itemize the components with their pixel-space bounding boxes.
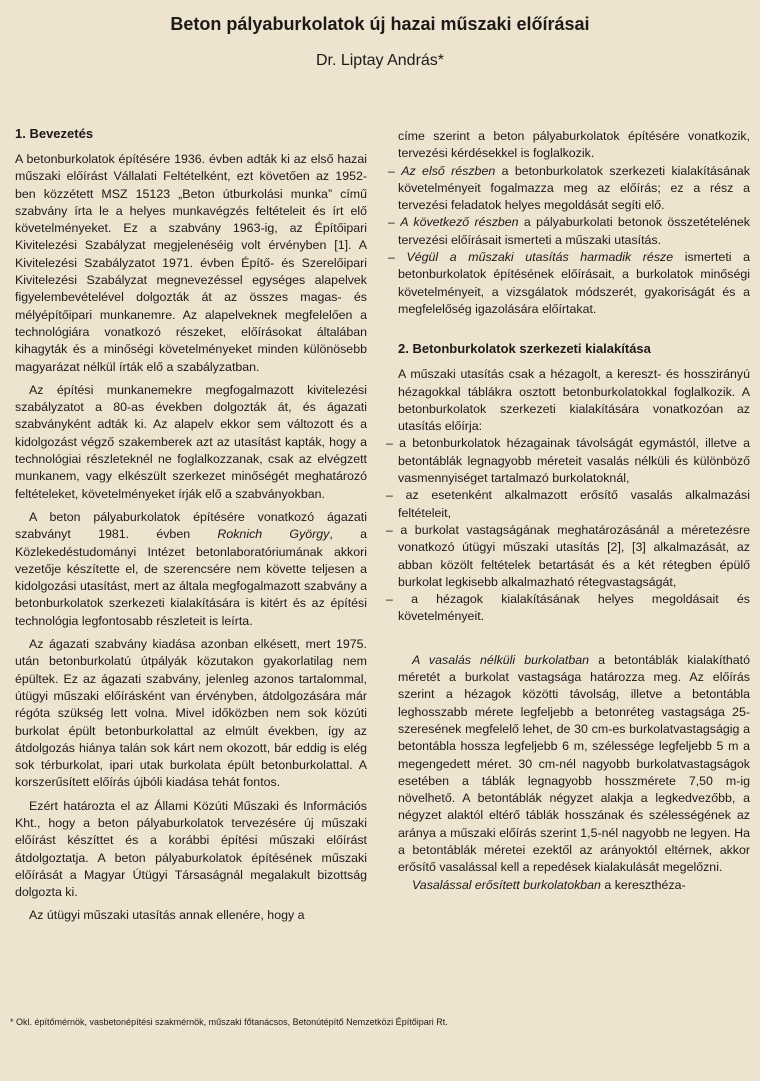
list-item: – A következő részben a pályaburkolati betonok összetételének tervezési előírásait ismerteti a műszaki utasítás. xyxy=(388,215,750,247)
paragraph: A beton pályaburkolatok építésére vonatkozó ágazati szabványt 1981. évben Roknich György, a Közlekedéstudományi Intézet betonlaboratóriumának akkori vezetője készítette el, de szerencsére nem követte teljesen a kidolgozási utasítást, mert az általa megfogalmazott szabvány a betonburkolatok szerkezeti kialakítására is kitért és az építési technológia legfontosabb részleteit is leírta. xyxy=(15,509,367,628)
list-item: – az esetenként alkalmazott erősítő vasalás alkalmazási feltételeit, xyxy=(386,488,750,520)
paragraph: Az ágazati szabvány kiadása azonban elkésett, mert 1975. után betonburkolatú útpályák közutakon gyakorlatilag nem épültek. Ez az ágazati szabvány, jelenleg azonos tartalommal, útügyi műszaki előírásként van érvényben, átdolgozására már régóta szükség lett volna. Mivel időközben nem sok közúti burkolat épült betonburkolattal az elmúlt években, így az átdolgozás hiánya talán sok kárt nem okozott, bár eddig is elég sok térburkolat, ipari utak burkolata épült betonburkolattal. A korszerűsített előírás újbóli kiadása tehát fontos. xyxy=(15,637,367,790)
paragraph: Vasalással erősített burkolatokban a kereszthéza- xyxy=(412,877,686,892)
list-item: – Az első részben a betonburkolatok szerkezeti kialakításának követelményeit fogalmazza meg az előírás; ez a rész a tervezési feladatok helyes megoldását segíti elő. xyxy=(388,163,750,213)
paragraph: A műszaki utasítás csak a hézagolt, a kereszt- és hosszirányú hézagokkal táblákra osztott betonburkolatokkal foglalkozik. A betonburkolatok szerkezeti kialakítására vonatkozóan az utasítás előírja: xyxy=(398,367,750,434)
list-item: – a hézagok kialakításának helyes megoldásait és követelményeit. xyxy=(386,592,750,624)
person-name: Roknich György xyxy=(217,527,330,542)
paragraph: A betonburkolatok építésére 1936. évben adták ki az első hazai műszaki előírást Vállalati Feltételként, ezt követően az 1952-ben közzétett MSZ 15123 „Beton útburkolási munka” című szabvány írta le a helyes munkavégzés feltételeit és írt elő követelményeket. Ez a szabvány 1963-ig, az Építőipari Kivitelezési Szabályzat megjelenéséig volt érvényben [1]. A Kivitelezési Szabályzatot 1971. évben Építő- és Szerelőipari Kivitelezési Szabályzat megnevezéssel egységes alapelvek figyelembevételével dolgozták át az összes magas- és mélyépítőipari munkanemre. Az alapelveknek megfelelően a technológiára vonatkozó részeket, előírásokat általában kihagyták és a minőségi követelményeket minden különösebb magyarázat nélkül írták elő a szabályzatban. xyxy=(15,152,367,374)
right-column xyxy=(386,128,750,894)
paragraph: Ezért határozta el az Állami Közúti Műszaki és Információs Kht., hogy a beton pályaburkolatok tervezésére új műszaki előírást készíttet és a korábbi építési műszaki előírást átdolgoztatja. A beton pályaburkolatok építésének műszaki előírását a Magyar Útügyi Társaságnál megalakult bizottság dolgozta ki. xyxy=(15,798,367,900)
list-item: – Végül a műszaki utasítás harmadik része ismerteti a betonburkolatok építésének előírásait, a burkolatok minőségi követelményeit, a vizsgálatok módszerét, gyakoriságát és a megfelelőség igazolására előírtakat. xyxy=(388,250,750,316)
list-item: – a burkolat vastagságának meghatározásánál a méretezésre vonatkozó útügyi műszaki utasítás [2], [3] alkalmazását, az abban közölt feltételek betartását és a két rétegben épülő burkolat legkisebb alkalmazható rétegvastagságát, xyxy=(386,522,750,589)
paragraph: A vasalás nélküli burkolatban a betontáblák kialakítható méretét a burkolat vastagsága határozza meg. Az előírás szerint a hézagok közötti távolság, illetve a betontábla leghosszabb mérete legfeljebb a betonréteg vastagsága 25-szeresének megfelelő lehet, de 30 cm-es burkolatvastagságig a betontábla hossza legfeljebb 6 m, szélessége legfeljebb 5 m a megengedett méret. 30 cm-nél nagyobb burkolatvastagságok esetében a táblák legnagyobb hosszmérete 7,50 m-ig növelhető. A betontáblák négyzet alakja a legkedvezőbb, a négyzet alaktól eltérő táblák hosszának és szélességének az aránya a műszaki előírás szerint 1,5-nél nagyobb ne legyen. Ha a betontáblák méretei ezektől az arányoktól eltérnek, akkor erősítő vasalással kell a repedések kialakulását megelőzni. xyxy=(398,652,750,875)
paragraph: címe szerint a beton pályaburkolatok építésére vonatkozik, tervezési kérdésekkel is foglalkozik. xyxy=(398,129,750,161)
left-column xyxy=(15,125,367,925)
author-name: Dr. Liptay András* xyxy=(315,52,445,69)
paragraph: Az építési munkanemekre megfogalmazott kivitelezési szabályzatot a 80-as években dolgozták át, és ágazati szabványként adták ki. Az alapelv ekkor sem változott és a kidolgozást végző szakemberek azt az utasítást kapták, hogy a technológiai részleteknél ne foglalkozzanak, csak az elvégzett munkanem, vagy elkészült szerkezet minőségét meghatározó feltételeket, követelményeket írják elő a szabványokban. xyxy=(15,382,367,501)
paragraph: Az útügyi műszaki utasítás annak ellenére, hogy a xyxy=(29,908,305,923)
list-item: – a betonburkolatok hézagainak távolságát egymástól, illetve a betontáblák legnagyobb méreteit vasalás nélküli és különböző vasmennyiséget tartalmazó burkolatoknál, xyxy=(386,436,750,486)
section-heading-1: 1. Bevezetés xyxy=(15,126,94,141)
footnote: * Okl. építőmérnök, vasbetonépítési szakmérnök, műszaki főtanácsos, Betonútépítő Nemzetközi Építőipari Rt. xyxy=(10,1017,448,1027)
section-heading-2: 2. Betonburkolatok szerkezeti kialakítása xyxy=(398,341,651,357)
article-title: Beton pályaburkolatok új hazai műszaki előírásai xyxy=(170,14,590,34)
